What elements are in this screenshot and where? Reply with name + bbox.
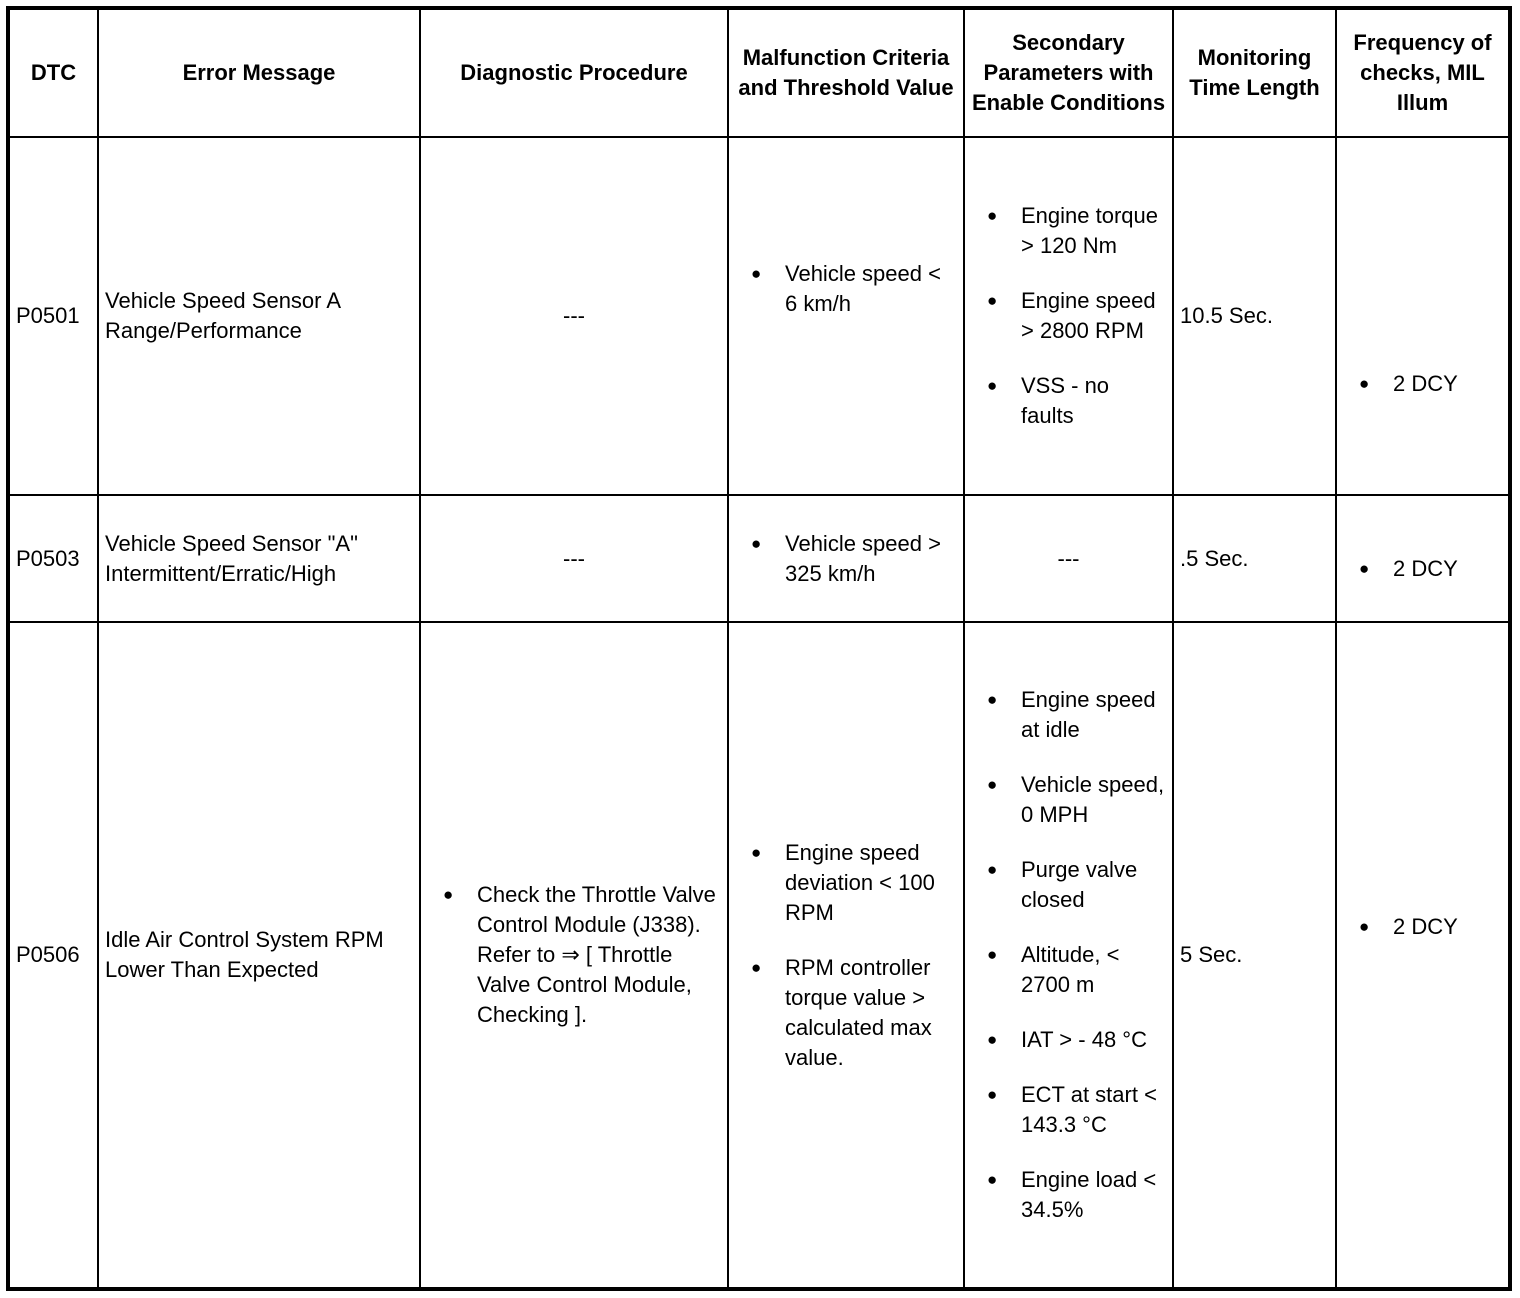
dtc-table — [6, 6, 1512, 1291]
diagnostic-procedure: --- — [420, 137, 728, 495]
monitoring-time: .5 Sec. — [1173, 495, 1336, 622]
frequency — [1336, 137, 1510, 495]
secondary-item: ● VSS - no faults — [971, 371, 1166, 431]
header-row — [8, 8, 1510, 137]
error-message: Vehicle Speed Sensor A Range/Performance — [98, 137, 420, 495]
frequency-item: ● 2 DCY — [1343, 369, 1502, 399]
error-message: Vehicle Speed Sensor "A" Intermittent/Erratic/High — [98, 495, 420, 622]
monitoring-time: 5 Sec. — [1173, 622, 1336, 1289]
header-diagnostic-procedure: Diagnostic Procedure — [420, 8, 728, 137]
header-dtc: DTC — [8, 8, 98, 137]
malfunction-item: ● Vehicle speed < 6 km/h — [735, 259, 957, 319]
secondary-item: ● Engine speed at idle — [971, 685, 1166, 745]
frequency — [1336, 622, 1510, 1289]
secondary-parameters — [964, 137, 1173, 495]
secondary-item: ● Vehicle speed, 0 MPH — [971, 770, 1166, 830]
header-error-message: Error Message — [98, 8, 420, 137]
secondary-item: ● Engine speed > 2800 RPM — [971, 286, 1166, 346]
error-message: Idle Air Control System RPM Lower Than Expected — [98, 622, 420, 1289]
secondary-item: ● Engine load < 34.5% — [971, 1165, 1166, 1225]
dtc-code: P0506 — [8, 622, 98, 1289]
table-row — [8, 622, 1510, 1289]
frequency-item: ● 2 DCY — [1343, 912, 1502, 942]
header-frequency: Frequency of checks, MIL Illum — [1336, 8, 1510, 137]
malfunction-item: ● Vehicle speed > 325 km/h — [735, 529, 957, 589]
secondary-item: ● ECT at start < 143.3 °C — [971, 1080, 1166, 1140]
table-row — [8, 137, 1510, 495]
frequency-item: ● 2 DCY — [1343, 554, 1502, 584]
diagnostic-item: ● Check the Throttle Valve Control Module (J338). Refer to ⇒ [ Throttle Valve Control Module, Checking ]. — [427, 880, 721, 1030]
monitoring-time: 10.5 Sec. — [1173, 137, 1336, 495]
secondary-parameters — [964, 622, 1173, 1289]
malfunction-item: ● Engine speed deviation < 100 RPM — [735, 838, 957, 928]
diagnostic-procedure: --- — [420, 495, 728, 622]
header-secondary-parameters: Secondary Parameters with Enable Conditions — [964, 8, 1173, 137]
malfunction-criteria — [728, 137, 964, 495]
diagnostic-procedure — [420, 622, 728, 1289]
header-malfunction-criteria: Malfunction Criteria and Threshold Value — [728, 8, 964, 137]
malfunction-criteria — [728, 622, 964, 1289]
secondary-item: ● Engine torque > 120 Nm — [971, 201, 1166, 261]
dtc-code: P0503 — [8, 495, 98, 622]
malfunction-criteria — [728, 495, 964, 622]
frequency — [1336, 495, 1510, 622]
secondary-item: ● Altitude, < 2700 m — [971, 940, 1166, 1000]
table-row — [8, 495, 1510, 622]
secondary-item: ● Purge valve closed — [971, 855, 1166, 915]
secondary-item: ● IAT > - 48 °C — [971, 1025, 1166, 1055]
header-monitoring-time: Monitoring Time Length — [1173, 8, 1336, 137]
dtc-code: P0501 — [8, 137, 98, 495]
malfunction-item: ● RPM controller torque value > calculated max value. — [735, 953, 957, 1073]
secondary-parameters: --- — [964, 495, 1173, 622]
